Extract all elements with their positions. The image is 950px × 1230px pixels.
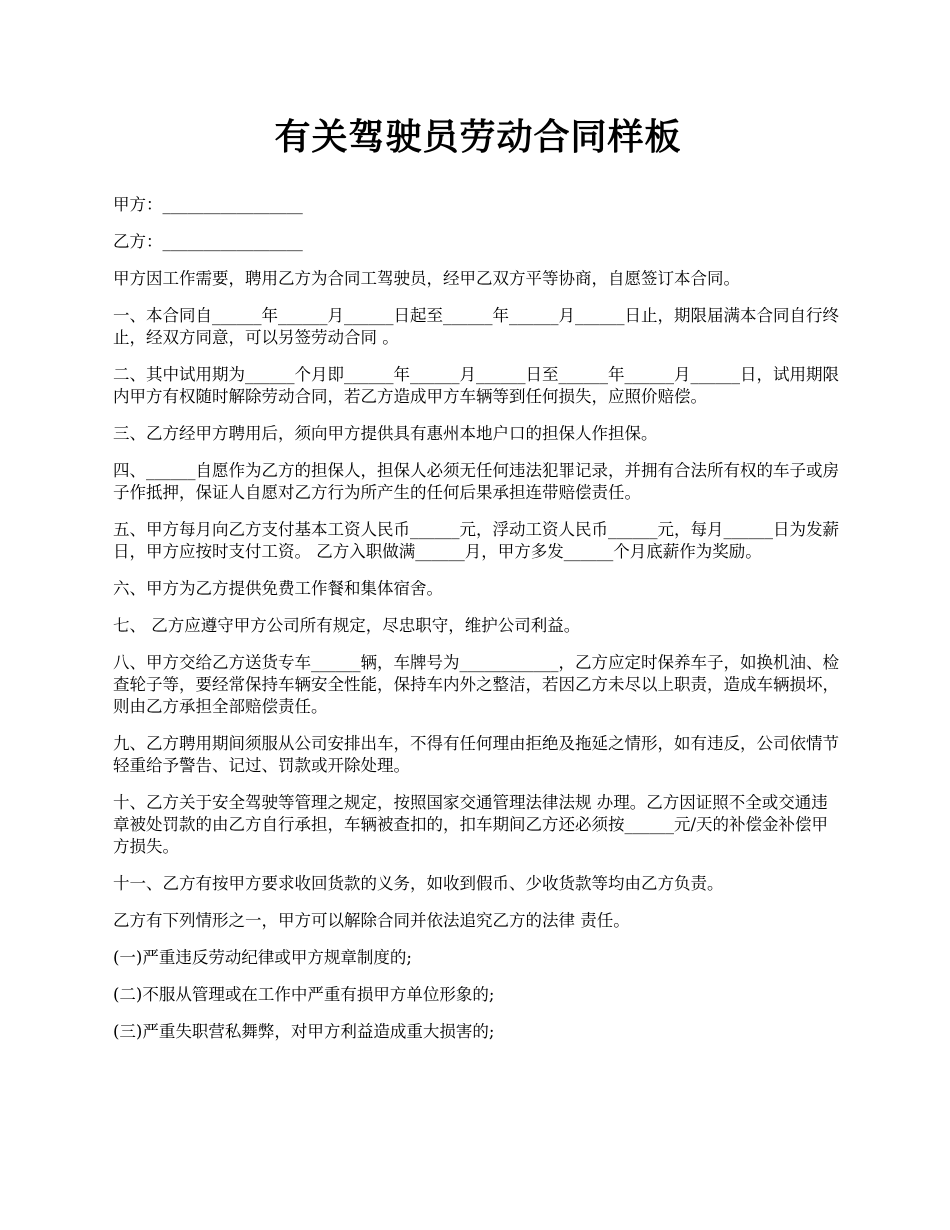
clause-11: 十一、乙方有按甲方要求收回货款的义务，如收到假币、少收货款等均由乙方负责。 [113, 874, 724, 893]
document-title: 有关驾驶员劳动合同样板 [274, 116, 682, 158]
clause-3: 三、乙方经甲方聘用后，须向甲方提供具有惠州本地户口的担保人作担保。 [113, 424, 658, 443]
termination-intro: 乙方有下列情形之一，甲方可以解除合同并依法追究乙方的法律 责任。 [113, 911, 630, 930]
termination-item-1: (一)严重违反劳动纪律或甲方规章制度的; [113, 948, 412, 967]
party-a-line: 甲方：_________________ [113, 195, 303, 214]
document-page [113, 110, 843, 1058]
clause-6: 六、甲方为乙方提供免费工作餐和集体宿舍。 [113, 579, 443, 598]
clause-10: 十、乙方关于安全驾驶等管理之规定，按照国家交通管理法律法规 办理。乙方因证照不全或交通违章被处罚款的由乙方自行承担，车辆被查扣的，扣车期间乙方还必须按______元/天的补偿金补偿甲方损失。 [113, 793, 829, 856]
clause-4: 四、______自愿作为乙方的担保人，担保人必须无任何违法犯罪记录，并拥有合法所有权的车子或房子作抵押，保证人自愿对乙方行为所产生的任何后果承担连带赔偿责任。 [113, 461, 839, 502]
clause-7: 七、 乙方应遵守甲方公司所有规定，尽忠职守，维护公司利益。 [113, 616, 581, 635]
clause-9: 九、乙方聘用期间须服从公司安排出车，不得有任何理由拒绝及拖延之情形，如有违反，公司依情节轻重给予警告、记过、罚款或开除处理。 [113, 734, 839, 775]
party-b-line: 乙方：_________________ [113, 232, 303, 251]
termination-item-3: (三)严重失职营私舞弊，对甲方利益造成重大损害的; [113, 1022, 495, 1041]
clause-1: 一、本合同自______年______月______日起至______年______月______日止，期限届满本合同自行终止，经双方同意，可以另签劳动合同 。 [113, 306, 839, 347]
preamble: 甲方因工作需要，聘用乙方为合同工驾驶员，经甲乙双方平等协商，自愿签订本合同。 [113, 269, 740, 288]
clause-5: 五、甲方每月向乙方支付基本工资人民币______元，浮动工资人民币______元，每月______日为发薪日，甲方应按时支付工资。 乙方入职做满______月，甲方多发______个月底薪作为奖励。 [113, 520, 839, 561]
clause-2: 二、其中试用期为______个月即______年______月______日至______年______月______日，试用期限内甲方有权随时解除劳动合同，若乙方造成甲方车辆等到任何损失，应照价赔偿。 [113, 365, 839, 406]
clause-8: 八、甲方交给乙方送货专车______辆，车牌号为____________，乙方应定时保养车子，如换机油、检查轮子等，要经常保持车辆安全性能，保持车内外之整洁，若因乙方未尽以上职责，造成车辆损坏，则由乙方承担全部赔偿责任。 [113, 653, 839, 716]
termination-item-2: (二)不服从管理或在工作中严重有损甲方单位形象的; [113, 985, 495, 1004]
